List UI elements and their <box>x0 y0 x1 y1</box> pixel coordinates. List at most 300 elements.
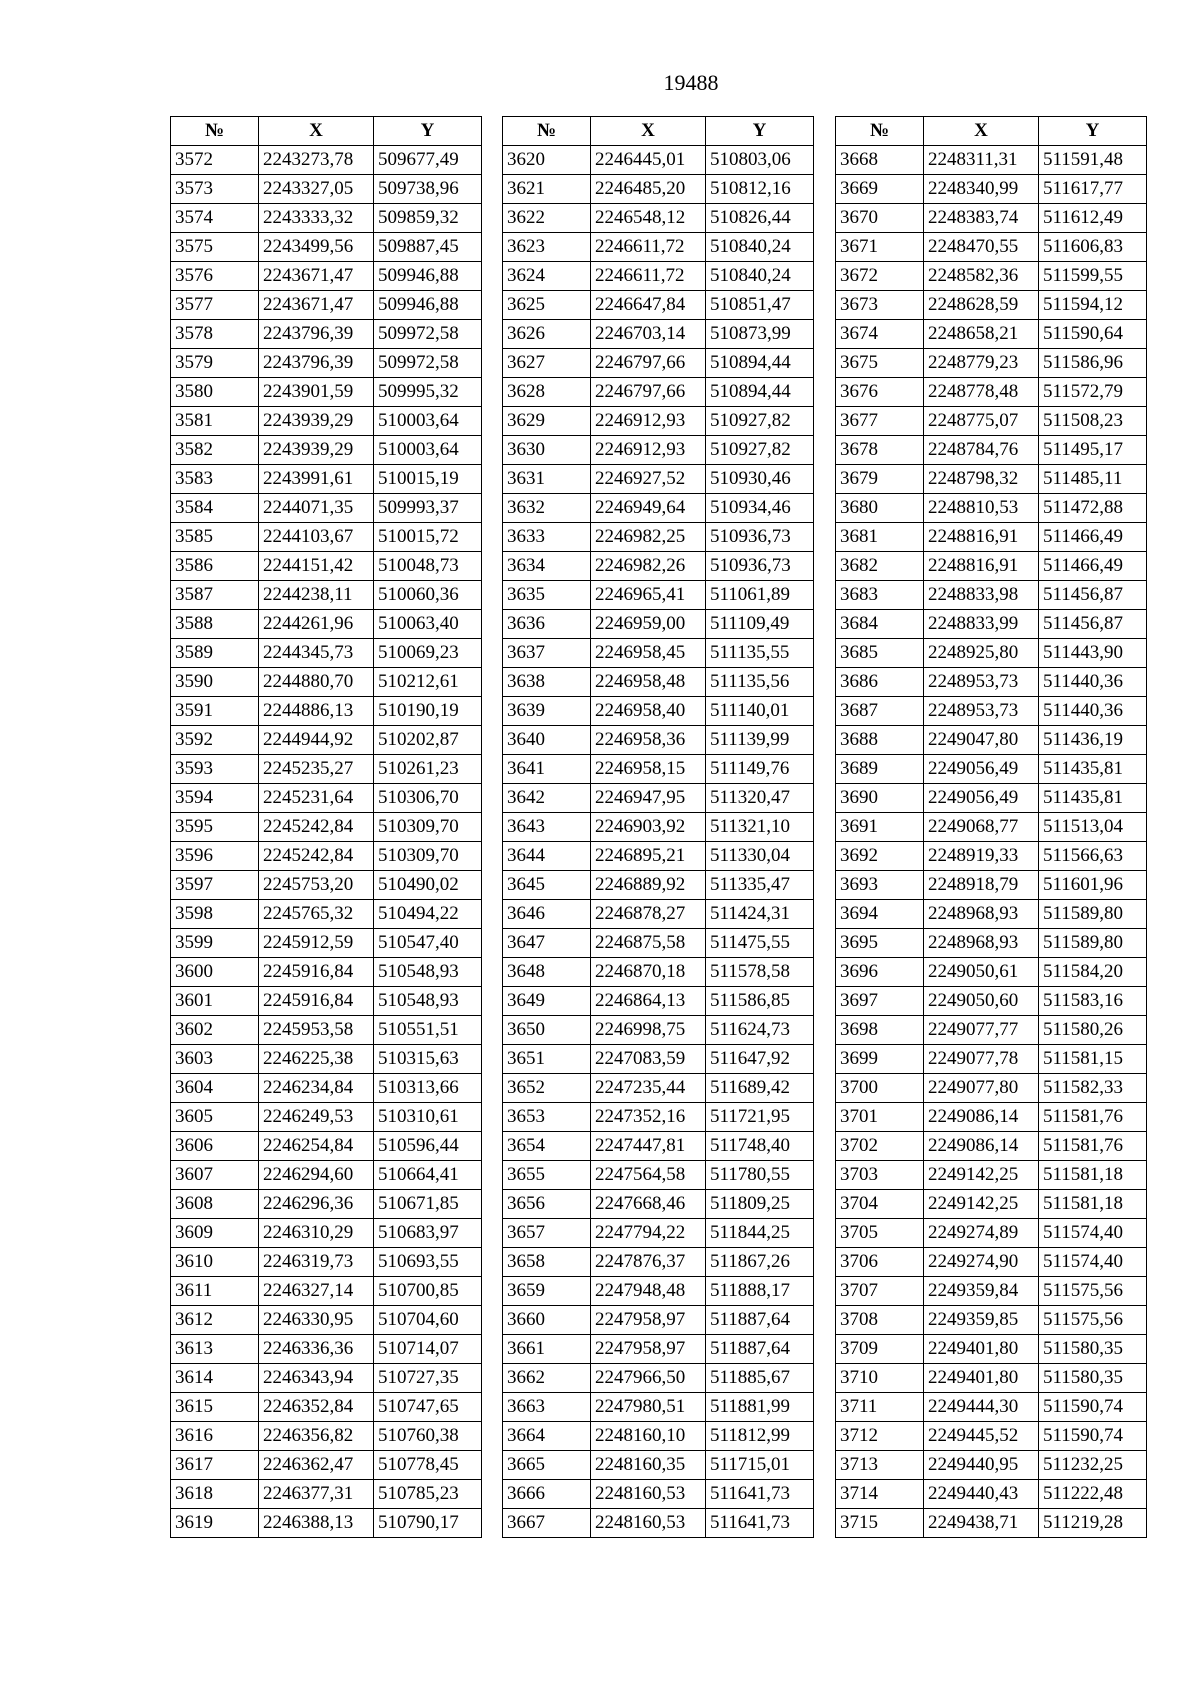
cell-number: 3696 <box>836 958 924 987</box>
table-row <box>503 465 814 494</box>
cell-number: 3687 <box>836 697 924 726</box>
cell-y: 511584,20 <box>1039 958 1147 987</box>
cell-x: 2246958,15 <box>591 755 706 784</box>
cell-number: 3691 <box>836 813 924 842</box>
cell-number: 3714 <box>836 1480 924 1509</box>
cell-y: 511456,87 <box>1039 610 1147 639</box>
cell-x: 2246797,66 <box>591 378 706 407</box>
table-row <box>503 755 814 784</box>
cell-number: 3679 <box>836 465 924 494</box>
cell-number: 3575 <box>171 233 259 262</box>
cell-number: 3682 <box>836 552 924 581</box>
table-row <box>171 1422 482 1451</box>
cell-number: 3671 <box>836 233 924 262</box>
cell-y: 511887,64 <box>706 1306 814 1335</box>
table-row <box>503 1393 814 1422</box>
cell-y: 511599,55 <box>1039 262 1147 291</box>
cell-x: 2245242,84 <box>259 842 374 871</box>
cell-number: 3670 <box>836 204 924 233</box>
table-row <box>836 1045 1147 1074</box>
cell-y: 511887,64 <box>706 1335 814 1364</box>
table-row <box>171 581 482 610</box>
table-row <box>836 494 1147 523</box>
cell-y: 510700,85 <box>374 1277 482 1306</box>
cell-number: 3712 <box>836 1422 924 1451</box>
cell-y: 511578,58 <box>706 958 814 987</box>
table-row <box>171 175 482 204</box>
table-row <box>836 813 1147 842</box>
table-row <box>503 958 814 987</box>
cell-y: 509859,32 <box>374 204 482 233</box>
table-row <box>836 1016 1147 1045</box>
cell-number: 3639 <box>503 697 591 726</box>
cell-number: 3615 <box>171 1393 259 1422</box>
column-header-number: № <box>171 117 259 146</box>
cell-y: 511485,11 <box>1039 465 1147 494</box>
table-row <box>171 1103 482 1132</box>
table-row <box>836 929 1147 958</box>
cell-number: 3676 <box>836 378 924 407</box>
cell-y: 511606,83 <box>1039 233 1147 262</box>
cell-number: 3647 <box>503 929 591 958</box>
cell-y: 511612,49 <box>1039 204 1147 233</box>
cell-number: 3659 <box>503 1277 591 1306</box>
cell-x: 2248160,53 <box>591 1509 706 1538</box>
table-row <box>171 1277 482 1306</box>
cell-y: 511888,17 <box>706 1277 814 1306</box>
table-row <box>171 697 482 726</box>
cell-number: 3699 <box>836 1045 924 1074</box>
cell-y: 511513,04 <box>1039 813 1147 842</box>
cell-x: 2243671,47 <box>259 262 374 291</box>
cell-x: 2243901,59 <box>259 378 374 407</box>
table-row <box>171 1248 482 1277</box>
cell-y: 509677,49 <box>374 146 482 175</box>
cell-number: 3666 <box>503 1480 591 1509</box>
cell-number: 3622 <box>503 204 591 233</box>
table-row <box>503 407 814 436</box>
cell-y: 511335,47 <box>706 871 814 900</box>
table-row <box>171 1045 482 1074</box>
cell-number: 3605 <box>171 1103 259 1132</box>
cell-x: 2247235,44 <box>591 1074 706 1103</box>
cell-y: 510313,66 <box>374 1074 482 1103</box>
cell-y: 509972,58 <box>374 349 482 378</box>
cell-number: 3578 <box>171 320 259 349</box>
cell-number: 3646 <box>503 900 591 929</box>
table-row <box>171 1132 482 1161</box>
cell-y: 509995,32 <box>374 378 482 407</box>
cell-number: 3629 <box>503 407 591 436</box>
cell-x: 2245912,59 <box>259 929 374 958</box>
cell-number: 3645 <box>503 871 591 900</box>
cell-number: 3621 <box>503 175 591 204</box>
cell-y: 510547,40 <box>374 929 482 958</box>
cell-x: 2246959,00 <box>591 610 706 639</box>
cell-y: 510212,61 <box>374 668 482 697</box>
cell-x: 2246225,38 <box>259 1045 374 1074</box>
table-row <box>171 465 482 494</box>
cell-x: 2249401,80 <box>924 1364 1039 1393</box>
table-row <box>503 1364 814 1393</box>
table-row <box>503 146 814 175</box>
table-row <box>171 1393 482 1422</box>
cell-x: 2249077,77 <box>924 1016 1039 1045</box>
column-header-number: № <box>503 117 591 146</box>
table-row <box>503 175 814 204</box>
cell-y: 511715,01 <box>706 1451 814 1480</box>
cell-x: 2246356,82 <box>259 1422 374 1451</box>
cell-x: 2244261,96 <box>259 610 374 639</box>
cell-x: 2246703,14 <box>591 320 706 349</box>
cell-number: 3608 <box>171 1190 259 1219</box>
table-row <box>171 1074 482 1103</box>
cell-number: 3595 <box>171 813 259 842</box>
cell-number: 3579 <box>171 349 259 378</box>
table-row <box>171 552 482 581</box>
cell-x: 2243796,39 <box>259 320 374 349</box>
coordinates-table-1 <box>170 116 482 1538</box>
cell-y: 511495,17 <box>1039 436 1147 465</box>
cell-x: 2246958,48 <box>591 668 706 697</box>
table-row <box>836 581 1147 610</box>
cell-number: 3584 <box>171 494 259 523</box>
cell-y: 511135,56 <box>706 668 814 697</box>
cell-number: 3638 <box>503 668 591 697</box>
cell-number: 3674 <box>836 320 924 349</box>
cell-x: 2249359,84 <box>924 1277 1039 1306</box>
cell-y: 509993,37 <box>374 494 482 523</box>
cell-x: 2248833,98 <box>924 581 1039 610</box>
table-row <box>503 1451 814 1480</box>
cell-y: 510048,73 <box>374 552 482 581</box>
table-row <box>171 784 482 813</box>
cell-x: 2246377,31 <box>259 1480 374 1509</box>
cell-y: 511589,80 <box>1039 929 1147 958</box>
cell-number: 3580 <box>171 378 259 407</box>
cell-x: 2247447,81 <box>591 1132 706 1161</box>
table-row <box>503 697 814 726</box>
cell-y: 511435,81 <box>1039 784 1147 813</box>
table-row <box>836 871 1147 900</box>
cell-x: 2246362,47 <box>259 1451 374 1480</box>
cell-y: 511135,55 <box>706 639 814 668</box>
cell-y: 510803,06 <box>706 146 814 175</box>
cell-number: 3713 <box>836 1451 924 1480</box>
cell-number: 3592 <box>171 726 259 755</box>
cell-y: 511885,67 <box>706 1364 814 1393</box>
cell-x: 2248918,79 <box>924 871 1039 900</box>
cell-x: 2246330,95 <box>259 1306 374 1335</box>
table-row <box>171 1161 482 1190</box>
table-row <box>171 523 482 552</box>
table-row <box>503 1248 814 1277</box>
cell-number: 3594 <box>171 784 259 813</box>
cell-y: 510490,02 <box>374 871 482 900</box>
cell-x: 2245916,84 <box>259 958 374 987</box>
cell-y: 510683,97 <box>374 1219 482 1248</box>
table-row <box>836 465 1147 494</box>
cell-x: 2249359,85 <box>924 1306 1039 1335</box>
table-row <box>836 697 1147 726</box>
cell-y: 511586,96 <box>1039 349 1147 378</box>
cell-x: 2246234,84 <box>259 1074 374 1103</box>
cell-y: 511590,74 <box>1039 1393 1147 1422</box>
table-row <box>836 1422 1147 1451</box>
cell-y: 511582,33 <box>1039 1074 1147 1103</box>
cell-x: 2246797,66 <box>591 349 706 378</box>
table-row <box>171 291 482 320</box>
table-row <box>171 755 482 784</box>
cell-number: 3663 <box>503 1393 591 1422</box>
cell-y: 511780,55 <box>706 1161 814 1190</box>
table-row <box>836 1132 1147 1161</box>
cell-x: 2249274,89 <box>924 1219 1039 1248</box>
cell-number: 3675 <box>836 349 924 378</box>
cell-number: 3599 <box>171 929 259 958</box>
table-row <box>503 610 814 639</box>
cell-x: 2246445,01 <box>591 146 706 175</box>
cell-x: 2247352,16 <box>591 1103 706 1132</box>
cell-y: 510548,93 <box>374 958 482 987</box>
cell-x: 2246947,95 <box>591 784 706 813</box>
cell-number: 3610 <box>171 1248 259 1277</box>
cell-number: 3596 <box>171 842 259 871</box>
cell-y: 510894,44 <box>706 349 814 378</box>
cell-y: 511139,99 <box>706 726 814 755</box>
cell-number: 3590 <box>171 668 259 697</box>
cell-x: 2246889,92 <box>591 871 706 900</box>
cell-y: 510261,23 <box>374 755 482 784</box>
cell-x: 2249444,30 <box>924 1393 1039 1422</box>
table-row <box>171 349 482 378</box>
table-row <box>836 987 1147 1016</box>
table-row <box>836 349 1147 378</box>
cell-number: 3634 <box>503 552 591 581</box>
cell-x: 2244886,13 <box>259 697 374 726</box>
table-row <box>503 900 814 929</box>
cell-x: 2246319,73 <box>259 1248 374 1277</box>
cell-y: 510693,55 <box>374 1248 482 1277</box>
cell-number: 3672 <box>836 262 924 291</box>
table-row <box>503 1016 814 1045</box>
cell-x: 2249440,43 <box>924 1480 1039 1509</box>
cell-x: 2246870,18 <box>591 958 706 987</box>
table-row <box>836 1219 1147 1248</box>
cell-y: 511575,56 <box>1039 1306 1147 1335</box>
table-row <box>503 1335 814 1364</box>
cell-number: 3614 <box>171 1364 259 1393</box>
cell-y: 511572,79 <box>1039 378 1147 407</box>
cell-x: 2248311,31 <box>924 146 1039 175</box>
table-row <box>171 813 482 842</box>
table-row <box>171 929 482 958</box>
cell-number: 3715 <box>836 1509 924 1538</box>
cell-x: 2247564,58 <box>591 1161 706 1190</box>
cell-x: 2243991,61 <box>259 465 374 494</box>
cell-x: 2248816,91 <box>924 523 1039 552</box>
cell-y: 510778,45 <box>374 1451 482 1480</box>
table-row <box>503 929 814 958</box>
cell-x: 2249086,14 <box>924 1103 1039 1132</box>
cell-x: 2248340,99 <box>924 175 1039 204</box>
cell-y: 510069,23 <box>374 639 482 668</box>
cell-x: 2248953,73 <box>924 668 1039 697</box>
table-row <box>836 175 1147 204</box>
cell-number: 3689 <box>836 755 924 784</box>
cell-x: 2243939,29 <box>259 436 374 465</box>
cell-x: 2246388,13 <box>259 1509 374 1538</box>
cell-number: 3648 <box>503 958 591 987</box>
table-row <box>171 987 482 1016</box>
page-number: 19488 <box>663 70 719 95</box>
cell-x: 2248160,35 <box>591 1451 706 1480</box>
cell-x: 2246249,53 <box>259 1103 374 1132</box>
cell-y: 511320,47 <box>706 784 814 813</box>
table-row <box>171 610 482 639</box>
cell-number: 3692 <box>836 842 924 871</box>
cell-x: 2244151,42 <box>259 552 374 581</box>
cell-number: 3602 <box>171 1016 259 1045</box>
table-row <box>503 1219 814 1248</box>
cell-x: 2246485,20 <box>591 175 706 204</box>
cell-y: 510760,38 <box>374 1422 482 1451</box>
cell-number: 3620 <box>503 146 591 175</box>
table-row <box>171 900 482 929</box>
cell-number: 3669 <box>836 175 924 204</box>
cell-x: 2249068,77 <box>924 813 1039 842</box>
cell-x: 2246895,21 <box>591 842 706 871</box>
cell-x: 2248160,10 <box>591 1422 706 1451</box>
cell-y: 510873,99 <box>706 320 814 349</box>
cell-y: 510309,70 <box>374 842 482 871</box>
cell-x: 2246912,93 <box>591 407 706 436</box>
cell-y: 510671,85 <box>374 1190 482 1219</box>
cell-y: 511443,90 <box>1039 639 1147 668</box>
cell-number: 3577 <box>171 291 259 320</box>
cell-y: 511580,26 <box>1039 1016 1147 1045</box>
cell-number: 3704 <box>836 1190 924 1219</box>
table-row <box>171 958 482 987</box>
cell-y: 511590,64 <box>1039 320 1147 349</box>
cell-x: 2246548,12 <box>591 204 706 233</box>
cell-number: 3618 <box>171 1480 259 1509</box>
cell-y: 510060,36 <box>374 581 482 610</box>
cell-y: 510704,60 <box>374 1306 482 1335</box>
cell-y: 510664,41 <box>374 1161 482 1190</box>
cell-y: 510548,93 <box>374 987 482 1016</box>
cell-number: 3653 <box>503 1103 591 1132</box>
table-row <box>171 1219 482 1248</box>
cell-x: 2248816,91 <box>924 552 1039 581</box>
table-row <box>503 1422 814 1451</box>
cell-number: 3573 <box>171 175 259 204</box>
cell-number: 3631 <box>503 465 591 494</box>
table-row <box>171 726 482 755</box>
table-row <box>836 1248 1147 1277</box>
cell-number: 3681 <box>836 523 924 552</box>
table-row <box>836 639 1147 668</box>
cell-x: 2247876,37 <box>591 1248 706 1277</box>
table-row <box>171 639 482 668</box>
cell-y: 509946,88 <box>374 262 482 291</box>
cell-number: 3686 <box>836 668 924 697</box>
cell-y: 511748,40 <box>706 1132 814 1161</box>
cell-number: 3576 <box>171 262 259 291</box>
cell-y: 511574,40 <box>1039 1219 1147 1248</box>
table-row <box>171 494 482 523</box>
cell-x: 2249401,80 <box>924 1335 1039 1364</box>
cell-x: 2243939,29 <box>259 407 374 436</box>
table-row <box>503 436 814 465</box>
cell-y: 510747,65 <box>374 1393 482 1422</box>
cell-y: 509946,88 <box>374 291 482 320</box>
cell-x: 2246927,52 <box>591 465 706 494</box>
cell-number: 3642 <box>503 784 591 813</box>
cell-x: 2249438,71 <box>924 1509 1039 1538</box>
cell-number: 3640 <box>503 726 591 755</box>
table-row <box>171 1451 482 1480</box>
cell-y: 511466,49 <box>1039 523 1147 552</box>
cell-number: 3652 <box>503 1074 591 1103</box>
cell-number: 3633 <box>503 523 591 552</box>
cell-x: 2246965,41 <box>591 581 706 610</box>
cell-y: 511641,73 <box>706 1480 814 1509</box>
cell-y: 510936,73 <box>706 523 814 552</box>
cell-number: 3678 <box>836 436 924 465</box>
cell-number: 3649 <box>503 987 591 1016</box>
table-row <box>171 1306 482 1335</box>
cell-x: 2247958,97 <box>591 1306 706 1335</box>
cell-x: 2244345,73 <box>259 639 374 668</box>
cell-number: 3572 <box>171 146 259 175</box>
cell-number: 3680 <box>836 494 924 523</box>
cell-number: 3612 <box>171 1306 259 1335</box>
table-row <box>171 378 482 407</box>
cell-x: 2248383,74 <box>924 204 1039 233</box>
cell-number: 3667 <box>503 1509 591 1538</box>
cell-x: 2247083,59 <box>591 1045 706 1074</box>
cell-x: 2249086,14 <box>924 1132 1039 1161</box>
table-row <box>171 233 482 262</box>
cell-x: 2243273,78 <box>259 146 374 175</box>
cell-x: 2245765,32 <box>259 900 374 929</box>
cell-y: 511456,87 <box>1039 581 1147 610</box>
cell-number: 3632 <box>503 494 591 523</box>
cell-y: 510015,72 <box>374 523 482 552</box>
cell-x: 2248798,32 <box>924 465 1039 494</box>
cell-x: 2248925,80 <box>924 639 1039 668</box>
table-row <box>503 1480 814 1509</box>
table-row <box>171 407 482 436</box>
cell-number: 3644 <box>503 842 591 871</box>
cell-x: 2245916,84 <box>259 987 374 1016</box>
cell-y: 511617,77 <box>1039 175 1147 204</box>
table-row <box>503 1509 814 1538</box>
cell-y: 511440,36 <box>1039 668 1147 697</box>
cell-number: 3593 <box>171 755 259 784</box>
table-row <box>503 842 814 871</box>
cell-y: 510936,73 <box>706 552 814 581</box>
table-row <box>171 262 482 291</box>
cell-x: 2243499,56 <box>259 233 374 262</box>
cell-number: 3658 <box>503 1248 591 1277</box>
table-row <box>836 755 1147 784</box>
cell-y: 510596,44 <box>374 1132 482 1161</box>
table-row <box>503 668 814 697</box>
cell-x: 2245242,84 <box>259 813 374 842</box>
cell-x: 2247958,97 <box>591 1335 706 1364</box>
